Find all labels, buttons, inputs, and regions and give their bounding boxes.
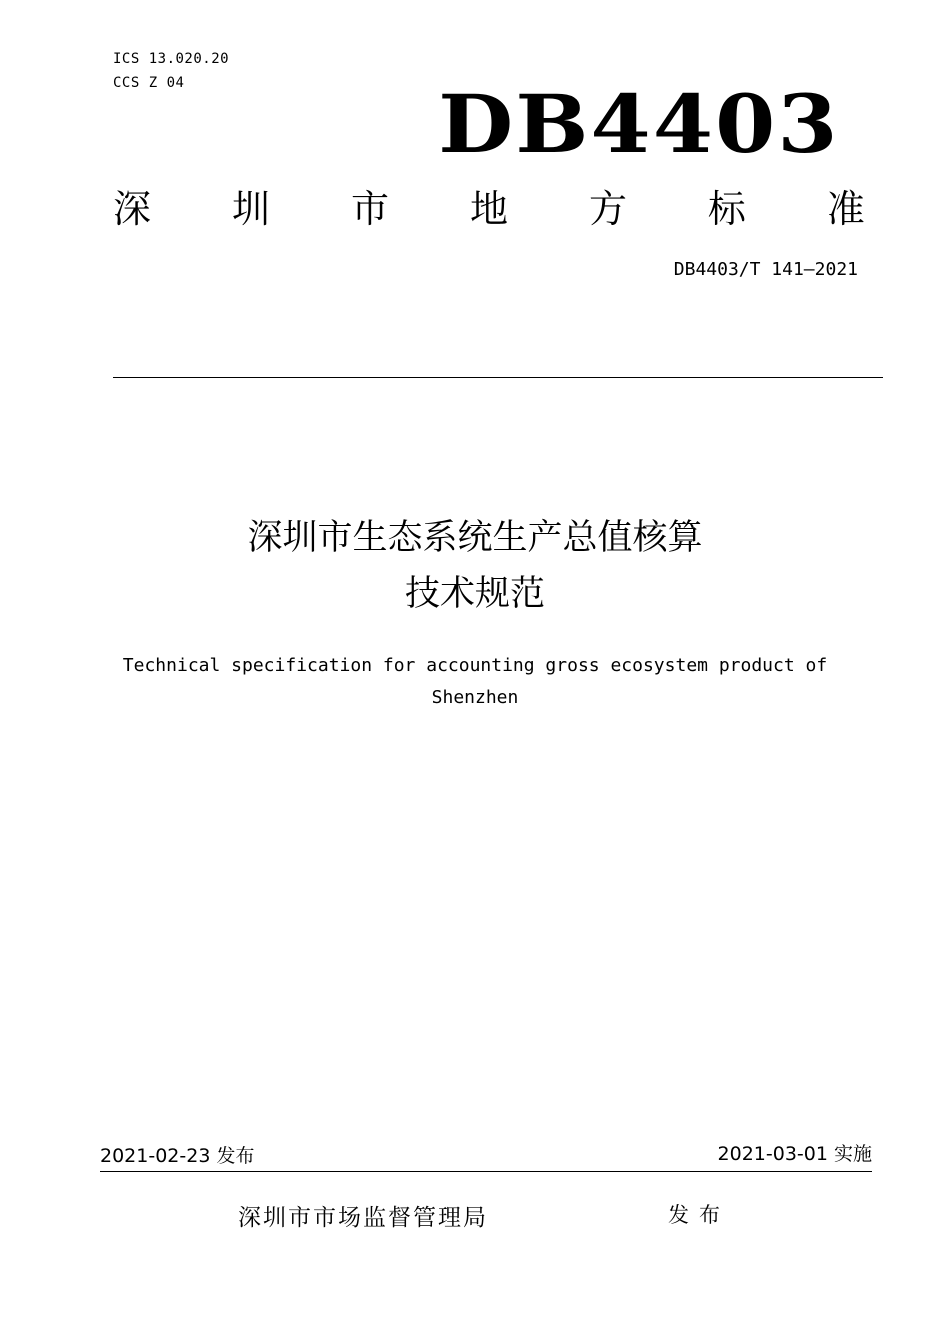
publish-date: 2021-02-23 发布 [100, 1145, 255, 1167]
standard-type-char: 标 [707, 187, 746, 231]
db-code-logo: DB4403 [438, 77, 840, 171]
issuing-action: 发布 [668, 1203, 730, 1227]
standard-type-char: 市 [350, 187, 389, 231]
standard-type-char: 准 [826, 187, 865, 231]
standard-type-char: 圳 [231, 187, 270, 231]
standard-number: DB4403/T 141—2021 [673, 259, 858, 280]
bottom-divider [100, 1171, 872, 1172]
ccs-code: CCS Z 04 [113, 75, 185, 91]
title-english-line-1: Technical specification for accounting gross ecosystem product of [122, 655, 828, 676]
standard-type-char: 地 [469, 187, 508, 231]
standard-type-char: 深 [113, 187, 152, 231]
title-chinese-line-1: 深圳市生态系统生产总值核算 [247, 518, 703, 558]
top-divider [113, 377, 883, 378]
implementation-date: 2021-03-01 实施 [717, 1143, 872, 1165]
standard-type-char: 方 [588, 187, 627, 231]
ics-code: ICS 13.020.20 [113, 51, 230, 67]
title-english-line-2: Shenzhen [431, 687, 519, 708]
issuing-authority: 深圳市市场监督管理局 [238, 1205, 488, 1231]
standard-type-heading [113, 186, 865, 232]
title-chinese-line-2: 技术规范 [404, 574, 545, 614]
